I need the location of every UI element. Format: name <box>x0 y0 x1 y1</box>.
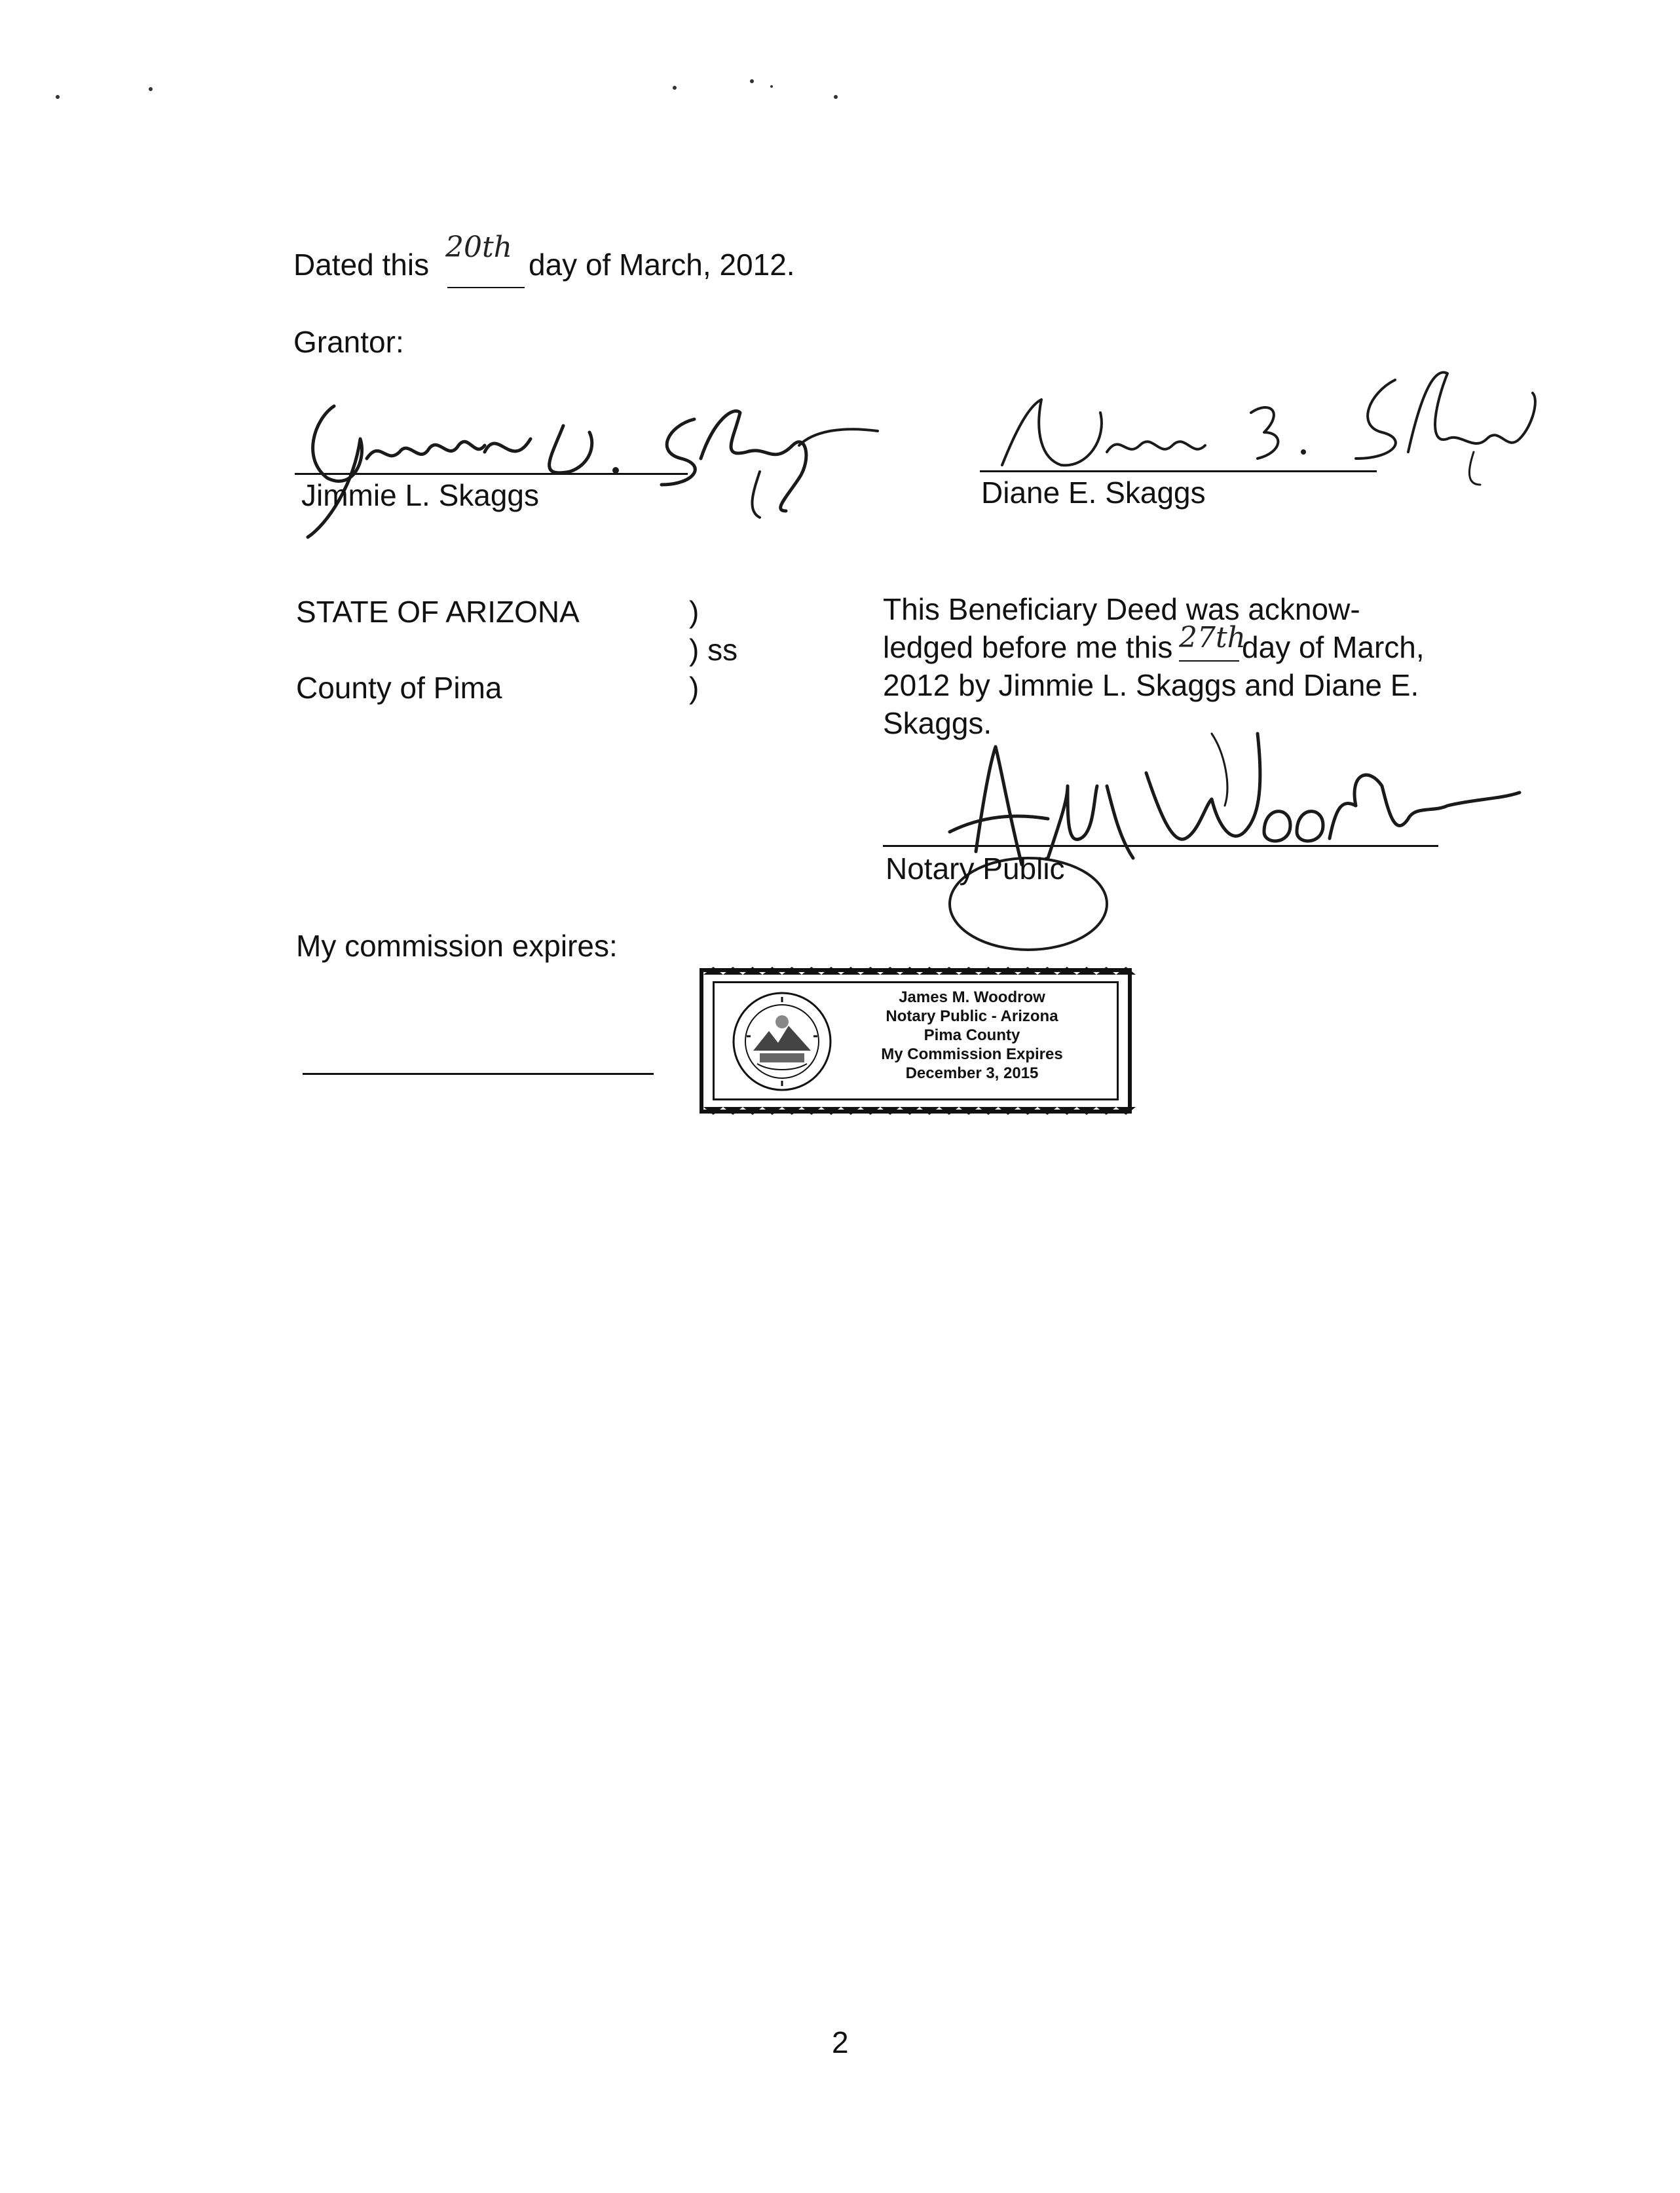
stamp-line-county: Pima County <box>924 1026 1020 1044</box>
stamp-line-name: James M. Woodrow <box>899 988 1045 1006</box>
ack-line-3: 2012 by Jimmie L. Skaggs and Diane E. <box>883 668 1419 702</box>
venue-paren-3: ) <box>689 671 700 705</box>
ack-line-2-suffix: day of March, <box>1242 630 1425 664</box>
grantor-label: Grantor: <box>293 325 404 359</box>
signature-notary <box>871 707 1526 969</box>
ack-day-blank <box>1179 660 1239 662</box>
signer-name-diane: Diane E. Skaggs <box>981 476 1206 510</box>
page-number: 2 <box>832 2025 849 2059</box>
notary-public-label: Notary Public <box>886 852 1065 886</box>
arizona-state-seal <box>731 990 833 1093</box>
venue-ss: ) ss <box>689 633 738 667</box>
ack-line-1: This Beneficiary Deed was acknow- <box>883 592 1360 626</box>
venue-paren-1: ) <box>689 595 700 629</box>
stamp-text <box>828 988 1116 1083</box>
signature-jimmie-l-skaggs <box>288 380 930 550</box>
dated-prefix: Dated this <box>293 248 430 282</box>
venue-state: STATE OF ARIZONA <box>296 595 580 629</box>
stamp-line-title: Notary Public - Arizona <box>886 1007 1058 1025</box>
commission-date-line <box>303 1073 654 1075</box>
scan-specks <box>0 0 1680 197</box>
dated-day-blank <box>447 287 525 288</box>
dated-day-handwritten: 20th <box>445 231 513 264</box>
ack-day-handwritten: 27th <box>1179 621 1246 654</box>
commission-label: My commission expires: <box>296 929 618 963</box>
signer-name-jimmie: Jimmie L. Skaggs <box>301 478 540 512</box>
venue-county: County of Pima <box>296 671 502 705</box>
notary-stamp <box>700 968 1132 1114</box>
stamp-line-commission: My Commission Expires <box>881 1045 1063 1063</box>
ack-line-4: Skaggs. <box>883 706 992 740</box>
stamp-bottom-edge <box>703 1107 1136 1116</box>
stamp-line-expiry: December 3, 2015 <box>905 1064 1039 1082</box>
dated-suffix: day of March, 2012. <box>529 248 795 282</box>
ack-line-2: ledged before me this <box>883 630 1173 664</box>
stamp-top-edge <box>703 965 1136 975</box>
